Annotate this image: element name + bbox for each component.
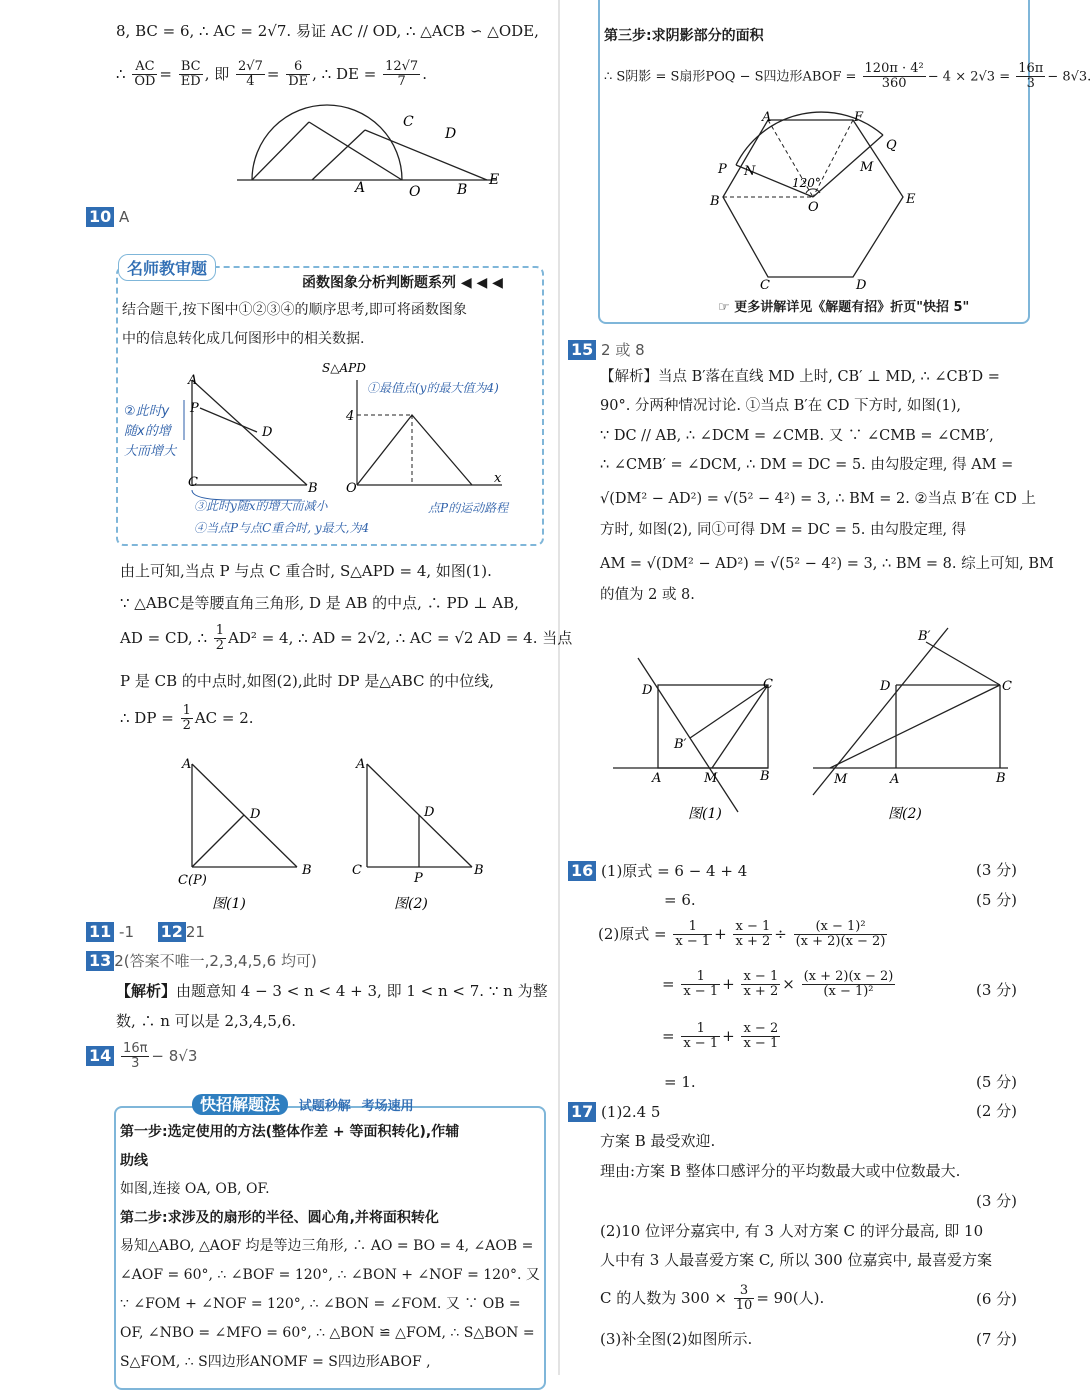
note-2-line1: ②此时y [124,404,170,419]
figB-caption: 图(2) [394,896,428,912]
figB-label-b: B [474,863,484,878]
label-a: A [355,180,366,196]
teacher-figure [122,360,542,540]
figA-label-cp: C(P) [178,873,207,888]
hexagon-figure [708,105,958,295]
f2-caption: 图(2) [888,806,922,822]
q-badge: 10 [86,207,114,227]
q16-1b: = 6. [664,891,696,909]
tri-label-b: B [308,481,318,496]
q16-2d: = 1. [664,1073,696,1091]
fraction: $\frac{x - 1}{x + 2}$ [735,919,771,950]
answer: 2(答案不唯一,2,3,4,5,6 均可) [114,952,317,970]
f1-caption: 图(1) [688,806,722,822]
answer: -1 [119,923,135,941]
note-2-line2: 随x的增 [124,424,171,439]
q17-6: C 的人数为 300 × $\frac{3}{10}$ = 90(人). [600,1283,825,1314]
figA-label-b: B [302,863,312,878]
tri-label-d: D [262,425,273,440]
step2-a: 易知△ABO, △AOF 均是等边三角形, ∴ AO = BO = 4, ∠AOB = [120,1238,534,1254]
fraction: $\frac{BC}{ED}$ [180,59,201,90]
step2-e: S△FOM, ∴ S四边形ANOMF = S四边形ABOF , [120,1354,431,1370]
q-badge: 12 [158,922,186,942]
hex-label-e: E [906,192,916,207]
answer: 21 [185,923,205,941]
f2-label-c: C [1002,679,1012,694]
note-2-line3: 大而增大 [124,444,177,459]
f2-label-bprime: B′ [918,629,931,644]
hex-label-a: A [762,110,772,125]
q17-5: 人中有 3 人最喜爱方案 C, 所以 300 位嘉宾中, 最喜爱方案 [600,1251,993,1269]
step3-formula: ∴ S阴影 = S扇形POQ − S四边形ABOF = $\frac{\text{120π · 4²}}{360}$ − 4 × 2√3 = $\frac{16\pi}{3}$ − 8√3. [604,61,1091,92]
hex-label-f: F [854,110,864,125]
semicircle-figure [237,108,527,203]
q16-2b: = $\frac{1}{x - 1}$ + $\frac{x - 1}{x + 2}$ × $\frac{(x + 2)(x - 2)}{\text{(x − 1)²}}$ [662,969,894,1000]
q-badge: 14 [86,1046,114,1066]
q15-l5: √(DM² − AD²) = √(5² − 4²) = 3, ∴ BM = 2. ②当点 B′在 CD 上 [600,491,1036,507]
para-5: ∴ DP = $\frac{1}{2}$ AC = 2. [120,703,254,734]
para-2: ∵ △ABC是等腰直角三角形, D 是 AB 的中点, ∴ PD ⊥ AB, [120,594,519,612]
figB-label-p: P [414,871,423,886]
tri-label-c: C [188,475,198,490]
fraction: $\frac{x - 2}{x - 1}$ [743,1021,779,1052]
quick-title: 快招解题法 [192,1094,288,1115]
fraction: $\frac{x - 1}{x + 2}$ [743,969,779,1000]
q15-l4: ∴ ∠CMB′ = ∠DCM, ∴ DM = DC = 5. 由勾股定理, 得 AM = [600,457,1014,473]
score: (3 分) [976,1192,1018,1210]
score: (7 分) [976,1330,1018,1348]
figB-label-c: C [352,863,362,878]
note-path: 点P的运动路程 [428,501,509,515]
fraction: $\frac{12√7}{7}$ [385,59,419,90]
q17-7: (3)补全图(2)如图所示. [600,1330,753,1348]
q17-4: (2)10 位评分嘉宾中, 有 3 人对方案 C 的评分最高, 即 10 [600,1222,984,1240]
answer: A [119,208,130,226]
label-e: E [489,172,500,188]
step2-d: OF, ∠NBO = ∠MFO = 60°, ∴ △BON ≌ △FOM, ∴ S△BON = [120,1325,535,1341]
q10 [86,207,129,227]
f1-label-bprime: B′ [674,737,687,752]
fraction: $\frac{1}{2}$ [182,703,191,734]
fraction: $\frac{16\pi}{3}$ [1018,61,1044,92]
hex-label-p: P [718,162,727,177]
quick-header: 快招解题法 试题秒解 考场速用 [192,1095,414,1115]
fraction: $\frac{2√7}{4}$ [238,59,263,90]
figA-caption: 图(1) [212,896,246,912]
q15-l2: 90°. 分两种情况讨论. ①当点 B′在 CD 下方时, 如图(1), [600,398,961,414]
q-badge: 15 [568,340,596,360]
graph-y-label: S△APD [322,361,366,375]
figA-label-d: D [250,807,261,822]
figA-label-a: A [182,757,192,772]
step2-c: ∵ ∠FOM + ∠NOF = 120°, ∴ ∠BON = ∠FOM. 又 ∵ OB = [120,1296,521,1312]
note-1: ①最值点(y的最大值为4) [367,381,499,395]
score: (3 分) [976,981,1018,999]
answer: 2 或 8 [601,341,645,359]
q17-1: 17 (1)2.4 5 [568,1102,660,1122]
label-o: O [409,184,421,200]
q16-1a: 16 (1)原式 = 6 − 4 + 4 [568,861,747,881]
score: (5 分) [976,891,1018,909]
q-badge: 16 [568,861,596,881]
hex-label-q: Q [886,138,897,153]
tri-label-p: P [190,401,199,416]
f2-label-a: A [890,772,900,787]
q11-q12 [86,922,205,942]
q13-jiexi-1: 【解析】由题意知 4 − 3 < n < 4 + 3, 即 1 < n < 7. ∵ n 为整 [116,982,548,1000]
q15-l7: AM = √(DM² − AD²) = √(5² − 4²) = 3, ∴ BM = 8. 综上可知, BM [600,556,1054,572]
q16-2c: = $\frac{1}{x - 1}$ + $\frac{x - 2}{x - 1}$ [662,1021,779,1052]
hex-angle: 120° [792,176,821,190]
hex-label-d: D [856,278,867,293]
label-d: D [445,126,457,142]
score: (6 分) [976,1290,1018,1308]
q15-l3: ∵ DC // AB, ∴ ∠DCM = ∠CMB. 又 ∵ ∠CMB = ∠CMB′, [600,428,994,444]
hex-label-m: M [860,160,874,175]
graph-origin: O [346,481,357,496]
note-4: ④当点P与点C重合时, y最大,为4 [194,521,370,535]
step2: 第二步:求涉及的扇形的半径、圆心角,并将面积转化 [120,1210,439,1226]
fraction: $\frac{AC}{OD}$ [134,59,156,90]
therefore: ∴ [116,64,126,83]
teacher-p1: 结合题干,按下图中①②③④的顺序思考,即可将函数图象 [122,302,467,318]
fraction: $\frac{(x + 2)(x - 2)}{\text{(x − 1)²}}$ [803,969,894,1000]
fraction: $\frac{\text{(x − 1)²}}{(x + 2)(x - 2)}$ [795,919,886,950]
fraction: $\frac{16\pi}{3}$ [123,1041,148,1072]
f2-label-m: M [834,772,848,787]
figB-label-a: A [356,757,366,772]
q17-2: 方案 B 最受欢迎. [600,1132,716,1150]
step1-b: 助线 [120,1153,148,1169]
step3: 第三步:求阴影部分的面积 [604,28,764,44]
q17-3: 理由:方案 B 整体口感评分的平均数最大或中位数最大. [600,1162,961,1180]
step2-b: ∠AOF = 60°, ∴ ∠BOF = 120°, ∴ ∠BON + ∠NOF = 120°. 又 [120,1267,540,1283]
step1-a: 第一步:选定使用的方法(整体作差 + 等面积转化),作辅 [120,1124,460,1140]
teacher-p2: 中的信息转化成几何图形中的相关数据. [122,331,365,347]
q16-2a: (2)原式 = $\frac{1}{x - 1}$ + $\frac{x - 1}{x + 2}$ ÷ $\frac{\text{(x − 1)²}}{(x + 2)(x - 2)}$ [598,919,886,950]
score: (5 分) [976,1073,1018,1091]
triangle-figures [172,752,552,917]
fraction: $\frac{6}{DE}$ [288,59,309,90]
fraction: $\frac{1}{x - 1}$ [675,919,711,950]
more-link[interactable]: ☞ 更多讲解详见《解题有招》折页"快招 5" [718,300,970,315]
f2-label-b: B [996,771,1006,786]
q14: 14 $\frac{16\pi}{3}$ − 8√3 [86,1042,197,1072]
ratio-line: ∴ $\frac{AC}{OD}$ = $\frac{BC}{ED}$ , 即 $\frac{2√7}{4}$ = $\frac{6}{DE}$ , ∴ DE = $\frac{12√7}{7}$ . [116,59,427,90]
fraction: $\frac{1}{2}$ [215,623,225,654]
column-divider [558,0,560,1375]
graph-tick-4: 4 [346,409,355,424]
label-c: C [403,114,414,130]
note-3: ③此时y随x的增大而减小 [194,499,328,513]
graph-x-label: x [494,471,502,486]
para-4: P 是 CB 的中点时,如图(2),此时 DP 是△ABC 的中位线, [120,672,495,690]
q15-l8: 的值为 2 或 8. [600,587,695,603]
hex-label-c: C [760,278,770,293]
q15-figures [608,620,1038,830]
hex-label-n: N [744,164,756,179]
f1-label-a: A [652,771,662,786]
q15 [568,340,645,360]
label-b: B [457,182,468,198]
q-badge: 11 [86,922,114,942]
f1-label-c: C [763,677,773,692]
para-1: 由上可知,当点 P 与点 C 重合时, S△APD = 4, 如图(1). [120,562,492,580]
q-badge: 13 [86,951,114,971]
f1-label-d: D [642,683,653,698]
tri-label-a: A [188,373,198,388]
fraction: $\frac{3}{10}$ [735,1283,753,1314]
q13 [86,951,317,971]
q15-l1: 【解析】当点 B′落在直线 MD 上时, CB′ ⊥ MD, ∴ ∠CB′D = [600,369,1000,385]
score: (3 分) [976,861,1018,879]
figB-label-d: D [424,805,435,820]
fraction: $\frac{1}{x - 1}$ [683,1021,719,1052]
step1-c: 如图,连接 OA, OB, OF. [120,1181,270,1197]
q-badge: 17 [568,1102,596,1122]
f1-label-b: B [760,769,770,784]
fraction: $\frac{\text{120π · 4²}}{360}$ [864,61,924,92]
teacher-series: 函数图象分析判断题系列 ◀ ◀ ◀ [302,275,503,291]
para-3: AD = CD, ∴ $\frac{1}{2}$ AD² = 4, ∴ AD = 2√2, ∴ AC = √2 AD = 4. 当点 [120,623,573,654]
q13-jiexi-2: 数, ∴ n 可以是 2,3,4,5,6. [116,1012,297,1030]
fraction: $\frac{1}{x - 1}$ [683,969,719,1000]
q15-l6: 方时, 如图(2), 同①可得 DM = DC = 5. 由勾股定理, 得 [600,522,967,538]
hex-label-o: O [808,200,819,215]
text-line: 8, BC = 6, ∴ AC = 2√7. 易证 AC // OD, ∴ △ACB ∽ △ODE, [116,22,539,40]
score: (2 分) [976,1102,1018,1120]
hex-label-b: B [710,194,720,209]
f1-label-m: M [704,771,718,786]
teacher-title: 名师教审题 [118,254,216,281]
f2-label-d: D [880,679,891,694]
